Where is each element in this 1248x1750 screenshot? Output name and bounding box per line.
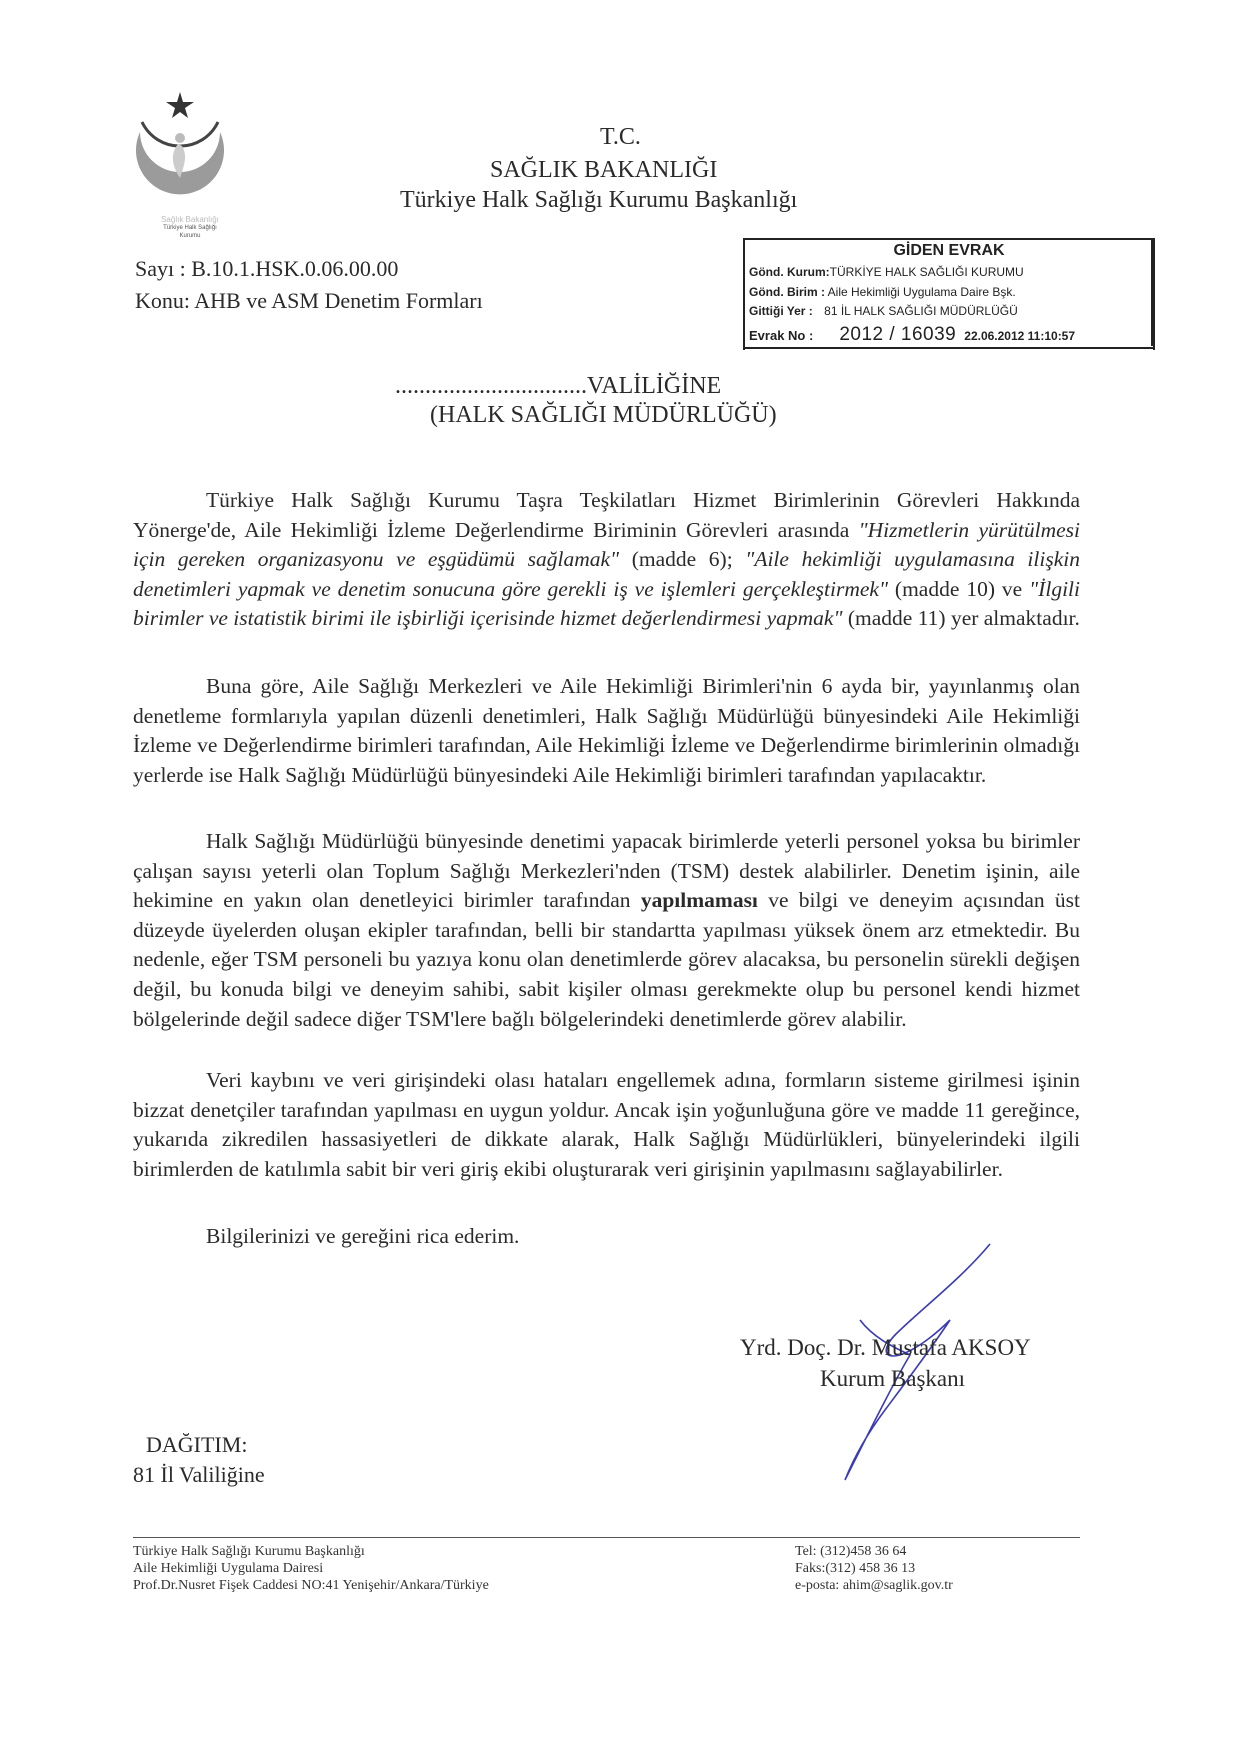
footer-fax: Faks:(312) 458 36 13 bbox=[795, 1561, 916, 1576]
quoted-text: "Hizmetlerin yürütülmesi için gereken organizasyonu ve eşgüdümü sağlamak" bbox=[133, 517, 1080, 572]
paragraph-text: Bilgilerinizi ve gereğini rica ederim. bbox=[206, 1224, 520, 1248]
body-paragraph-2 bbox=[133, 672, 1080, 790]
stamp-border bbox=[743, 347, 1155, 349]
text-run: (madde 6); bbox=[619, 547, 746, 572]
stamp-sender-institution bbox=[749, 265, 1024, 279]
stamp-title: GİDEN EVRAK bbox=[893, 242, 1005, 259]
stamp-evrak-date: 22.06.2012 11:10:57 bbox=[964, 329, 1076, 343]
distribution-label: DAĞITIM: bbox=[146, 1432, 248, 1457]
footer-line: Prof.Dr.Nusret Fişek Caddesi NO:41 Yenişehir/Ankara/Türkiye bbox=[133, 1578, 489, 1593]
header-ministry: SAĞLIK BAKANLIĞI bbox=[490, 157, 718, 183]
distribution-value: 81 İl Valiliğine bbox=[133, 1462, 265, 1487]
footer-email: e-posta: ahim@saglik.gov.tr bbox=[795, 1578, 953, 1593]
stamp-label: Evrak No : bbox=[749, 328, 814, 343]
signatory-name: Yrd. Doç. Dr. Mustafa AKSOY bbox=[740, 1335, 1031, 1360]
addressee-directorate: (HALK SAĞLIĞI MÜDÜRLÜĞÜ) bbox=[430, 402, 777, 428]
reference-number: Sayı : B.10.1.HSK.0.06.00.00 bbox=[135, 256, 399, 281]
footer-contact bbox=[795, 1543, 953, 1594]
text-run: Halk Sağlığı Müdürlüğü bünyesinde denetimi yapacak birimlerde yeterli personel yoksa bu birimler çalışan sayısı yeterli olan Toplum Sağlığı Merkezleri'nden (TSM) destek alabilirler. Denetim işinin, aile hekimine en yakın olan denetleyici birimler tarafından bbox=[133, 829, 1080, 913]
quoted-text: "Aile hekimliği uygulamasına ilişkin denetimleri yapmak ve denetim sonucuna göre gerekli iş ve işlemleri gerçekleştirmek" bbox=[133, 547, 1080, 601]
star-icon bbox=[166, 92, 194, 118]
text-run: (madde 10) ve bbox=[887, 576, 1030, 601]
logo-caption bbox=[120, 216, 260, 240]
text-run: ve bilgi ve deneyim açısından üst düzeyde üyelerden oluşan ekipler tarafından, belli bir standartta yapılması yüksek önem arz etmektedir. Bu nedenle, eğer TSM personeli bu yazıya konu olan denetimlerde görev alacaksa, bu personelin sürekli değişen değil, bu konuda bilgi ve deneyim sahibi, sabit kişiler olması gerekmekte olup bu personel kendi hizmet bölgelerinde değil sadece diğer TSM'lere bağlı bölgelerindeki denetimlerde görev alabilir. bbox=[133, 888, 1080, 1031]
signatory-title: Kurum Başkanı bbox=[820, 1366, 966, 1391]
header-department: Türkiye Halk Sağlığı Kurumu Başkanlığı bbox=[400, 187, 798, 213]
stamp-label: Gönd. Birim : bbox=[749, 285, 825, 299]
stamp-label: Gönd. Kurum: bbox=[749, 265, 830, 279]
body-paragraph-3 bbox=[133, 827, 1080, 1034]
stamp-sender-unit bbox=[749, 285, 1016, 299]
stamp-value: TÜRKİYE HALK SAĞLIĞI KURUMU bbox=[829, 265, 1024, 279]
stamp-label: Gittiği Yer : bbox=[749, 304, 813, 318]
body-paragraph-4 bbox=[133, 1066, 1080, 1184]
footer-divider bbox=[133, 1537, 1080, 1538]
footer-line: Aile Hekimliği Uygulama Dairesi bbox=[133, 1561, 324, 1576]
emphasized-text: yapılmaması bbox=[640, 888, 758, 913]
stamp-value: 81 İL HALK SAĞLIĞI MÜDÜRLÜĞÜ bbox=[824, 304, 1018, 318]
text-run: (madde 11) yer almaktadır. bbox=[842, 606, 1080, 631]
stamp-document-number bbox=[749, 324, 1075, 346]
stamp-evrak-no: 2012 / 16039 bbox=[839, 324, 957, 345]
stamp-border bbox=[1151, 238, 1153, 346]
logo-text-line: Kurumu bbox=[179, 233, 201, 239]
handwritten-signature bbox=[800, 1240, 1000, 1490]
header-tc: T.C. bbox=[600, 124, 641, 150]
logo-text-line: Türkiye Halk Sağlığı bbox=[163, 225, 217, 231]
quoted-text: "İlgili birimler ve istatistik birimi ile işbirliği içerisinde hizmet değerlendirmesi yapmak" bbox=[133, 576, 1080, 631]
paragraph-text: Buna göre, Aile Sağlığı Merkezleri ve Aile Hekimliği Birimleri'nin 6 ayda bir, yayınlanmış olan denetleme formlarıyla yapılan düzenli denetimleri, Halk Sağlığı Müdürlüğü bünyesindeki Aile Hekimliği İzleme ve Değerlendirme birimleri tarafından, Aile Hekimliği İzleme ve Değerlendirme birimlerinin olmadığı yerlerde ise Halk Sağlığı Müdürlüğü bünyesindeki Aile Hekimliği birimleri tarafından yapılacaktır. bbox=[133, 674, 1080, 787]
subject-line: Konu: AHB ve ASM Denetim Formları bbox=[135, 288, 483, 313]
paragraph-text: Veri kaybını ve veri girişindeki olası hataları engellemek adına, formların sisteme girilmesi işinin bizzat denetçiler tarafından yapılması en uygun yoldur. Ancak işin yoğunluğuna göre ve madde 11 gereğince, yukarıda zikredilen hassasiyetleri de dikkate alarak, Halk Sağlığı Müdürlükleri, bünyelerindeki ilgili birimlerden de katılımla sabit bir veri giriş ekibi oluşturarak veri girişinin yapılmasını sağlayabilirler. bbox=[133, 1068, 1080, 1181]
logo-text-line: Sağlık Bakanlığı bbox=[161, 215, 219, 224]
body-paragraph-1 bbox=[133, 486, 1080, 634]
outgoing-document-stamp bbox=[743, 238, 1155, 350]
stamp-value: Aile Hekimliği Uygulama Daire Bşk. bbox=[827, 285, 1016, 299]
addressee-governorship: ................................VALİLİĞİNE bbox=[395, 373, 722, 399]
footer-line: Türkiye Halk Sağlığı Kurumu Başkanlığı bbox=[133, 1544, 365, 1559]
footer-address bbox=[133, 1543, 489, 1594]
text-run: Türkiye Halk Sağlığı Kurumu Taşra Teşkilatları Hizmet Birimlerinin Görevleri Hakkında Yönerge'de, Aile Hekimliği İzleme Değerlendirme Biriminin Görevleri arasında bbox=[133, 488, 1080, 542]
footer-phone: Tel: (312)458 36 64 bbox=[795, 1544, 907, 1559]
stamp-destination bbox=[749, 304, 1018, 318]
